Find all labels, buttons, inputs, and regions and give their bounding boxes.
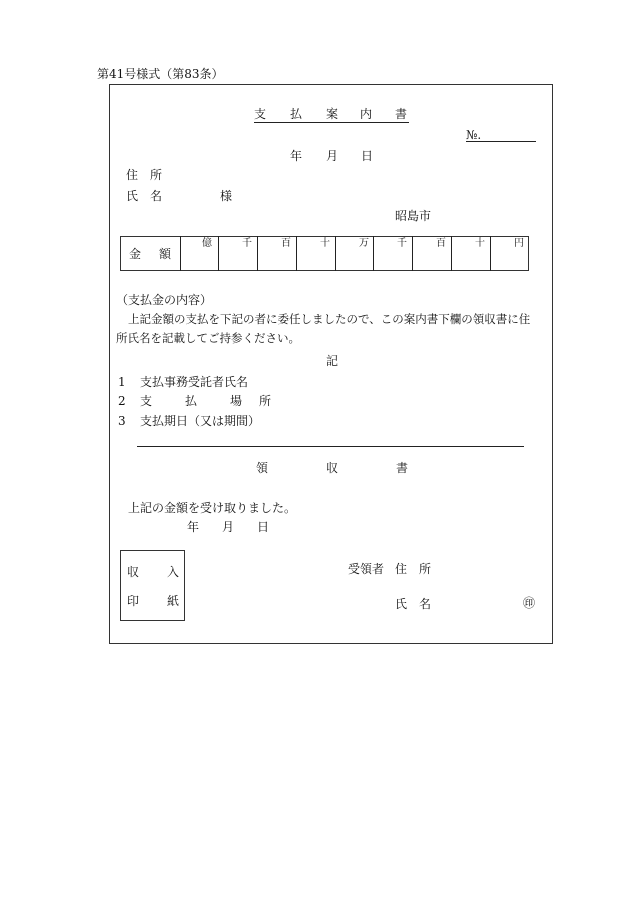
name-label: 氏 名 xyxy=(126,189,163,203)
amount-divider xyxy=(296,236,297,271)
amount-divider xyxy=(412,236,413,271)
digit-unit: 億 xyxy=(202,238,212,249)
amount-label-char: 額 xyxy=(159,247,172,261)
amount-divider xyxy=(451,236,452,271)
number-field-line[interactable] xyxy=(466,141,536,142)
payment-text-line2: 所氏名を記載してご持参ください。 xyxy=(116,331,300,345)
amount-divider xyxy=(335,236,336,271)
stamp-char: 印 xyxy=(127,594,140,608)
date-month: 月 xyxy=(326,149,339,163)
revenue-stamp-box xyxy=(120,550,185,621)
number-label: №. xyxy=(466,128,482,142)
honorific: 様 xyxy=(220,189,233,203)
item-label-char: 場 xyxy=(230,394,243,408)
title-char: 払 xyxy=(290,107,303,121)
digit-unit: 千 xyxy=(242,238,252,249)
ki-heading: 記 xyxy=(326,354,339,368)
digit-unit: 千 xyxy=(397,238,407,249)
form-number: 第41号様式（第83条） xyxy=(97,67,224,81)
receipt-title-char: 収 xyxy=(326,461,339,475)
receipt-title-char: 領 xyxy=(256,461,269,475)
item-label-char: 支 xyxy=(140,394,153,408)
receipt-separator xyxy=(137,446,524,447)
amount-divider xyxy=(257,236,258,271)
stamp-char: 紙 xyxy=(167,594,180,608)
payment-heading: （支払金の内容） xyxy=(116,293,213,307)
item-label: 支払期日（又は期間） xyxy=(140,414,261,428)
digit-unit: 十 xyxy=(475,238,485,249)
title-char: 支 xyxy=(254,107,267,121)
item-label-char: 所 xyxy=(259,394,272,408)
amount-label-char: 金 xyxy=(129,247,142,261)
digit-unit: 百 xyxy=(436,238,446,249)
digit-unit: 百 xyxy=(281,238,291,249)
item-number: 1 xyxy=(118,375,126,389)
amount-divider xyxy=(373,236,374,271)
item-number: 2 xyxy=(118,394,126,408)
seal-mark: ㊞ xyxy=(523,596,536,610)
title-char: 内 xyxy=(360,107,373,121)
title-char: 案 xyxy=(326,107,339,121)
title-char: 書 xyxy=(395,107,408,121)
digit-unit: 十 xyxy=(320,238,330,249)
amount-divider xyxy=(490,236,491,271)
receipt-date-day: 日 xyxy=(257,520,270,534)
date-year: 年 xyxy=(290,149,303,163)
stamp-char: 入 xyxy=(167,565,180,579)
receipt-date-month: 月 xyxy=(222,520,235,534)
receiver-label: 受領者 xyxy=(348,562,385,576)
stamp-char: 収 xyxy=(127,565,140,579)
item-label: 支払事務受託者氏名 xyxy=(140,375,249,389)
address-label: 住 所 xyxy=(126,168,163,182)
receiver-name-label: 氏 名 xyxy=(395,597,432,611)
receipt-text: 上記の金額を受け取りました。 xyxy=(128,501,297,515)
amount-divider xyxy=(180,236,181,271)
amount-divider xyxy=(218,236,219,271)
date-day: 日 xyxy=(361,149,374,163)
receiver-address-label: 住 所 xyxy=(395,562,432,576)
issuer: 昭島市 xyxy=(395,209,432,223)
digit-unit: 円 xyxy=(514,238,524,249)
digit-unit: 万 xyxy=(359,238,369,249)
payment-text-line1: 上記金額の支払を下記の者に委任しましたので、この案内書下欄の領収書に住 xyxy=(128,312,531,326)
item-number: 3 xyxy=(118,414,126,428)
receipt-date-year: 年 xyxy=(187,520,200,534)
title-underline xyxy=(254,122,409,123)
item-label-char: 払 xyxy=(185,394,198,408)
receipt-title-char: 書 xyxy=(396,461,409,475)
